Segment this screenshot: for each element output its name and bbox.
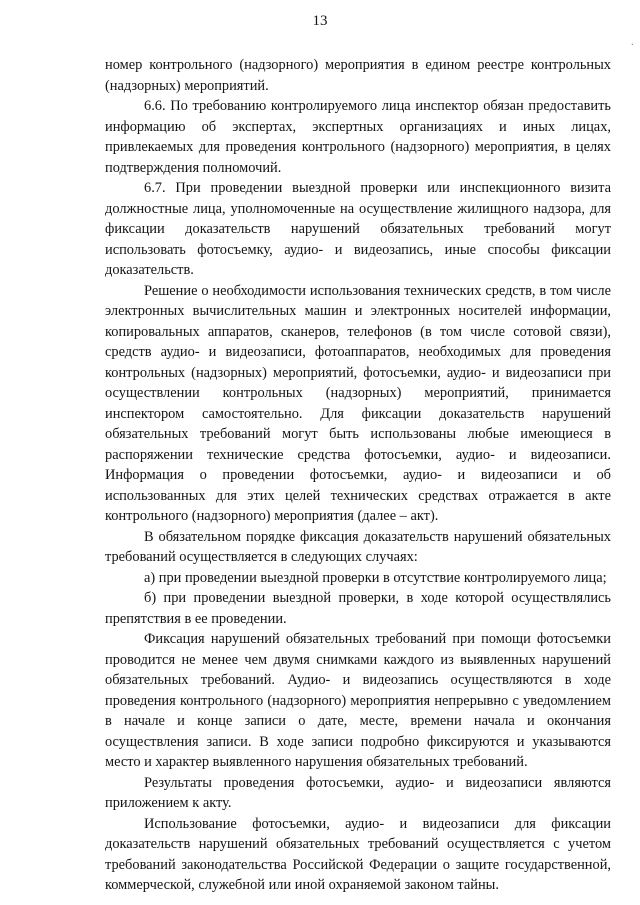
paragraph-6-6: 6.6. По требованию контролируемого лица инспектор обязан предоставить информацию об экспертах, экспертных организациях и иных лицах, привлекаемых для проведения контрольного (надзорного) мероприятия, в целях подтверждения полномочий. [105, 98, 611, 176]
paragraph-technical-means-decision: Решение о необходимости использования технических средств, в том числе электронных вычислительных машин и электронных носителей информации, копировальных аппаратов, сканеров, телефонов (в том числе сотовой связи), средств аудио- и видеозаписи, фотоаппаратов, необходимых для проведения контрольных (надзорных) мероприятий, фотосъемки, аудио- и видеозаписи при осуществлении контрольных (надзорных) мероприятий, принимается инспектором самостоятельно. Для фиксации доказательств нарушений обязательных требований могут быть использованы любые имеющиеся в распоряжении технические средства фотосъемки, аудио- и видеозаписи. Информация о проведении фотосъемки, аудио- и видеозаписи и об использованных для этих целей технических средствах отражается в акте контрольного (надзорного) мероприятия (далее – акт). [105, 282, 611, 524]
paragraph-results-attachment: Результаты проведения фотосъемки, аудио- и видеозаписи являются приложением к акту. [105, 774, 611, 811]
list-item-b: б) при проведении выездной проверки, в ходе которой осуществлялись препятствия в ее проведении. [105, 590, 611, 627]
paragraph-continuation: номер контрольного (надзорного) мероприятия в едином реестре контрольных (надзорных) мероприятий. [105, 57, 611, 94]
paragraph-photo-fixation: Фиксация нарушений обязательных требований при помощи фотосъемки проводится не менее чем двумя снимками каждого из выявленных нарушений обязательных требований. Аудио- и видеозапись осуществляются в ходе проведения контрольного (надзорного) мероприятия непрерывно с уведомлением в начале и конце записи о дате, месте, времени начала и окончания осуществления записи. В ходе записи подробно фиксируются и указываются место и характер выявленного нарушения обязательных требований. [105, 631, 611, 770]
edge-mark: · [630, 40, 634, 51]
paragraph-6-7: 6.7. При проведении выездной проверки или инспекционного визита должностные лица, уполномоченные на осуществление жилищного надзора, для фиксации доказательств нарушений обязательных требований могут использовать фотосъемку, аудио- и видеозапись, иные способы фиксации доказательств. [105, 180, 611, 278]
page-number: 13 [312, 13, 328, 29]
document-body [105, 55, 611, 896]
paragraph-legislation-compliance: Использование фотосъемки, аудио- и видеозаписи для фиксации доказательств нарушений обязательных требований осуществляется с учетом требований законодательства Российской Федерации о защите государственной, коммерческой, служебной или иной охраняемой законом тайны. [105, 815, 611, 893]
list-item-a: а) при проведении выездной проверки в отсутствие контролируемого лица; [144, 569, 607, 586]
paragraph-mandatory-cases: В обязательном порядке фиксация доказательств нарушений обязательных требований осуществляется в следующих случаях: [105, 528, 611, 565]
